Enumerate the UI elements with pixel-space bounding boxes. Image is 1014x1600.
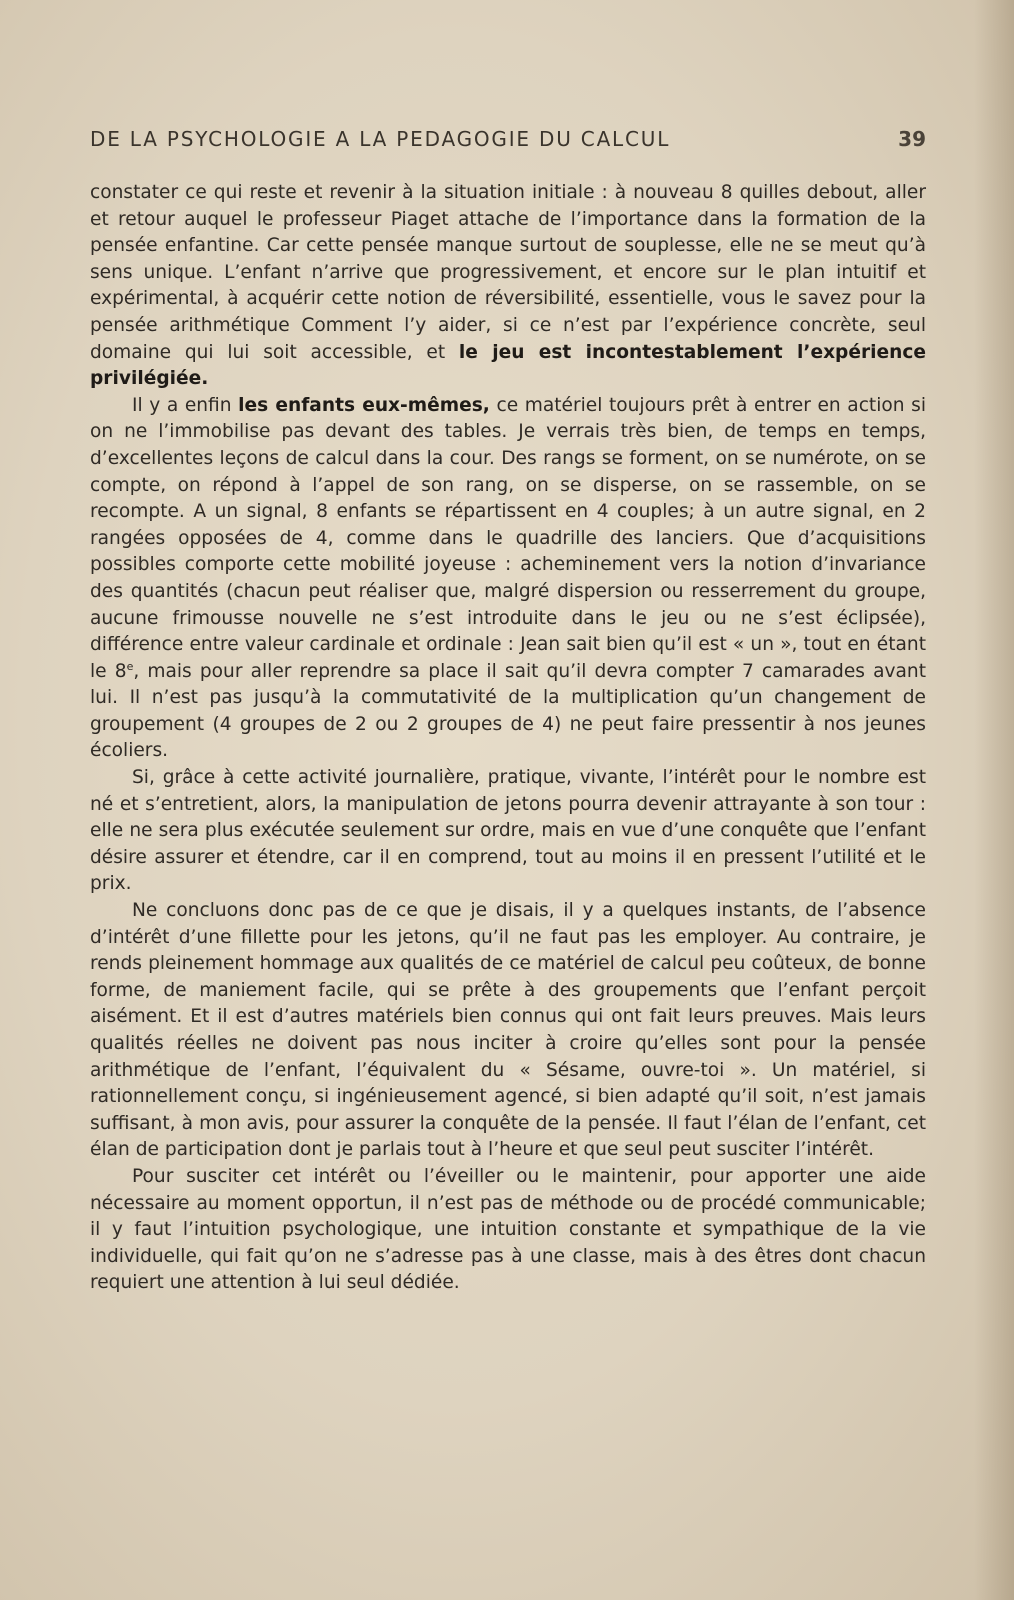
body-text xyxy=(90,180,926,1297)
paragraph xyxy=(90,1164,926,1297)
running-title: DE LA PSYCHOLOGIE A LA PEDAGOGIE DU CALCUL xyxy=(90,127,671,151)
text-run: Si, grâce à cette activité journalière, pratique, vivante, l’intérêt pour le nombre est né et s’entretient, alors, la manipulation de jetons pourra devenir attrayante à son tour : elle ne sera plus exécutée seulement sur ordre, mais en vue d’une conquête que l’enfant désire assurer et étendre, car il en comprend, tout au moins il en pressent l’utilité et le prix. xyxy=(90,767,926,895)
paragraph xyxy=(90,180,926,393)
paragraph xyxy=(90,765,926,898)
text-run: Ne concluons donc pas de ce que je disais, il y a quelques instants, de l’absence d’intérêt d’une fillette pour les jetons, qu’il ne faut pas les employer. Au contraire, je rends pleinement hommage aux qualités de ce matériel de calcul peu coûteux, de bonne forme, de maniement facile, qui se prête à des groupements que l’enfant perçoit aisément. Et il est d’autres matériels bien connus qui ont fait leurs preuves. Mais leurs qualités réelles ne doivent pas nous inciter à croire qu’elles sont pour la pensée arithmétique de l’enfant, l’équivalent du « Sésame, ouvre-toi ». Un matériel, si rationnellement conçu, si ingénieusement agencé, si bien adapté qu’il soit, n’est jamais suffisant, à mon avis, pour assurer la conquête de la pensée. Il faut l’élan de l’enfant, cet élan de participation dont je parlais tout à l’heure et que seul peut susciter l’intérêt. xyxy=(90,900,926,1161)
paragraph xyxy=(90,393,926,765)
text-run: , mais pour aller reprendre sa place il sait qu’il devra compter 7 camarades avant lui. Il n’est pas jusqu’à la commutativité de la multiplication qu’un changement de groupement (4 groupes de 2 ou 2 groupes de 4) ne peut faire pressentir à nos jeunes écoliers. xyxy=(90,660,926,762)
page-edge-shadow xyxy=(974,0,1014,1600)
page-number: 39 xyxy=(898,127,926,151)
text-run: ce matériel toujours prêt à entrer en action si on ne l’immobilise pas devant des tables. Je verrais très bien, de temps en temps, d’excellentes leçons de calcul dans la cour. Des rangs se forment, on se numérote, on se compte, on répond à l’appel de son rang, on se disperse, on se rassemble, on se recompte. A un signal, 8 enfants se répartissent en 4 couples; à un autre signal, en 2 rangées opposées de 4, comme dans le quadrille des lanciers. Que d’acquisitions possibles comporte cette mobilité joyeuse : acheminement vers la notion d’invariance des quantités (chacun peut réaliser que, malgré dispersion ou resserrement du groupe, aucune frimousse nouvelle ne s’est introduite dans le jeu ou ne s’est éclipsée), différence entre valeur cardinale et ordinale : Jean sait bien qu’il est « un », tout en étant le 8 xyxy=(90,394,926,682)
bold-emphasis: le jeu est incontestablement l’expérience privilégiée. xyxy=(90,341,927,390)
bold-emphasis: les enfants eux-mêmes, xyxy=(238,394,490,416)
text-run: Pour susciter cet intérêt ou l’éveiller ou le maintenir, pour apporter une aide nécessaire au moment opportun, il n’est pas de méthode ou de procédé communicable; il y faut l’intuition psychologique, une intuition constante et sympathique de la vie individuelle, qui fait qu’on ne s’adresse pas à une classe, mais à des êtres dont chacun requiert une attention à lui seul dédiée. xyxy=(90,1165,926,1294)
text-run: constater ce qui reste et revenir à la situation initiale : à nouveau 8 quilles debout, aller et retour auquel le professeur Piaget attache de l’importance dans la formation de la pensée enfantine. Car cette pensée manque surtout de souplesse, elle ne se meut qu’à sens unique. L’enfant n’arrive que progressivement, et encore sur le plan intuitif et expérimental, à acquérir cette notion de réversibilité, essentielle, vous le savez pour la pensée arithmétique Comment l’y aider, si ce n’est par l’expérience concrète, seul domaine qui lui soit accessible, et xyxy=(90,182,926,363)
superscript: e xyxy=(126,659,134,673)
running-header xyxy=(90,127,926,151)
text-run: Il y a enfin xyxy=(132,394,239,416)
paragraph xyxy=(90,898,926,1164)
